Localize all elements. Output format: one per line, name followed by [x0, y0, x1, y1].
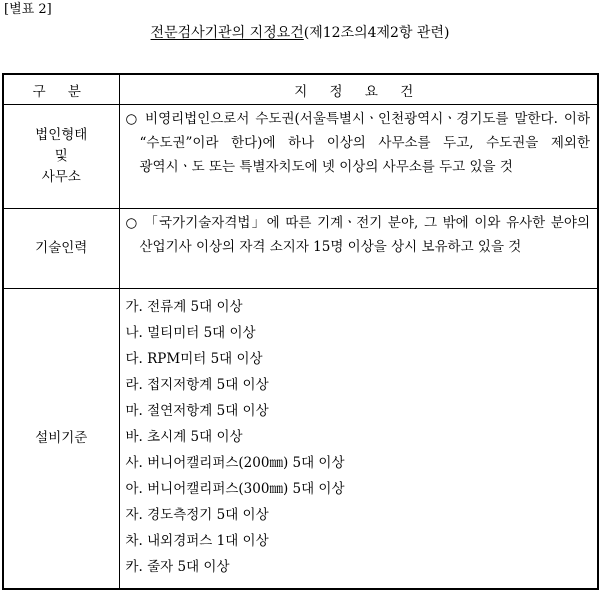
table-row	[3, 209, 598, 289]
header-row	[3, 74, 598, 105]
list-item: 마. 절연저항계 5대 이상	[125, 403, 269, 419]
column-header-requirements: 지 정 요 건	[119, 74, 598, 105]
row-label-technical-staff	[3, 209, 119, 289]
column-header-category: 구 분	[3, 74, 119, 105]
document-title	[0, 24, 600, 42]
list-item: 가. 전류계 5대 이상	[125, 299, 243, 315]
title-subtitle: (제12조의4제2항 관련)	[303, 25, 450, 41]
list-item: 카. 줄자 5대 이상	[125, 559, 230, 575]
label-line: 법인형태	[35, 127, 88, 143]
list-item: 라. 접지저항계 5대 이상	[125, 377, 269, 393]
list-item: 나. 멀티미터 5대 이상	[125, 325, 256, 341]
row-label-corporation	[3, 105, 119, 209]
label-line: 및	[54, 148, 68, 164]
requirements-table	[2, 73, 599, 590]
title-main: 전문검사기관의 지정요건	[150, 25, 304, 41]
label-line: 설비기준	[35, 429, 88, 446]
row-content-technical-staff	[119, 209, 598, 289]
list-item: 아. 버니어캘리퍼스(300㎜) 5대 이상	[125, 481, 345, 497]
table-row	[3, 105, 598, 209]
requirement-text: ○ 「국가기술자격법」에 따른 기계ㆍ전기 분야, 그 밖에 이와 유사한 분야의 산업기사 이상의 자격 소지자 15명 이상을 상시 보유하고 있을 것	[125, 215, 590, 255]
table-row	[3, 289, 598, 589]
label-line: 기술인력	[35, 240, 88, 256]
requirement-text: ○ 비영리법인으로서 수도권(서울특별시ㆍ인천광역시ㆍ경기도를 말한다. 이하 “수도권”이라 한다)에 하나 이상의 사무소를 두고, 수도권을 제외한 광역시ㆍ도 또는 특별자치도에 넷 이상의 사무소를 두고 있을 것	[125, 111, 590, 175]
equipment-list	[120, 289, 598, 586]
appendix-tag: [별표 2]	[4, 2, 52, 17]
list-item: 다. RPM미터 5대 이상	[125, 351, 263, 367]
row-label-equipment	[3, 289, 119, 589]
list-item: 자. 경도측정기 5대 이상	[125, 507, 269, 523]
list-item: 바. 초시계 5대 이상	[125, 429, 243, 445]
list-item: 차. 내외경퍼스 1대 이상	[125, 533, 269, 549]
list-item: 사. 버니어캘리퍼스(200㎜) 5대 이상	[125, 455, 345, 471]
row-content-corporation	[119, 105, 598, 209]
row-content-equipment	[119, 289, 598, 589]
label-line: 사무소	[41, 169, 81, 185]
